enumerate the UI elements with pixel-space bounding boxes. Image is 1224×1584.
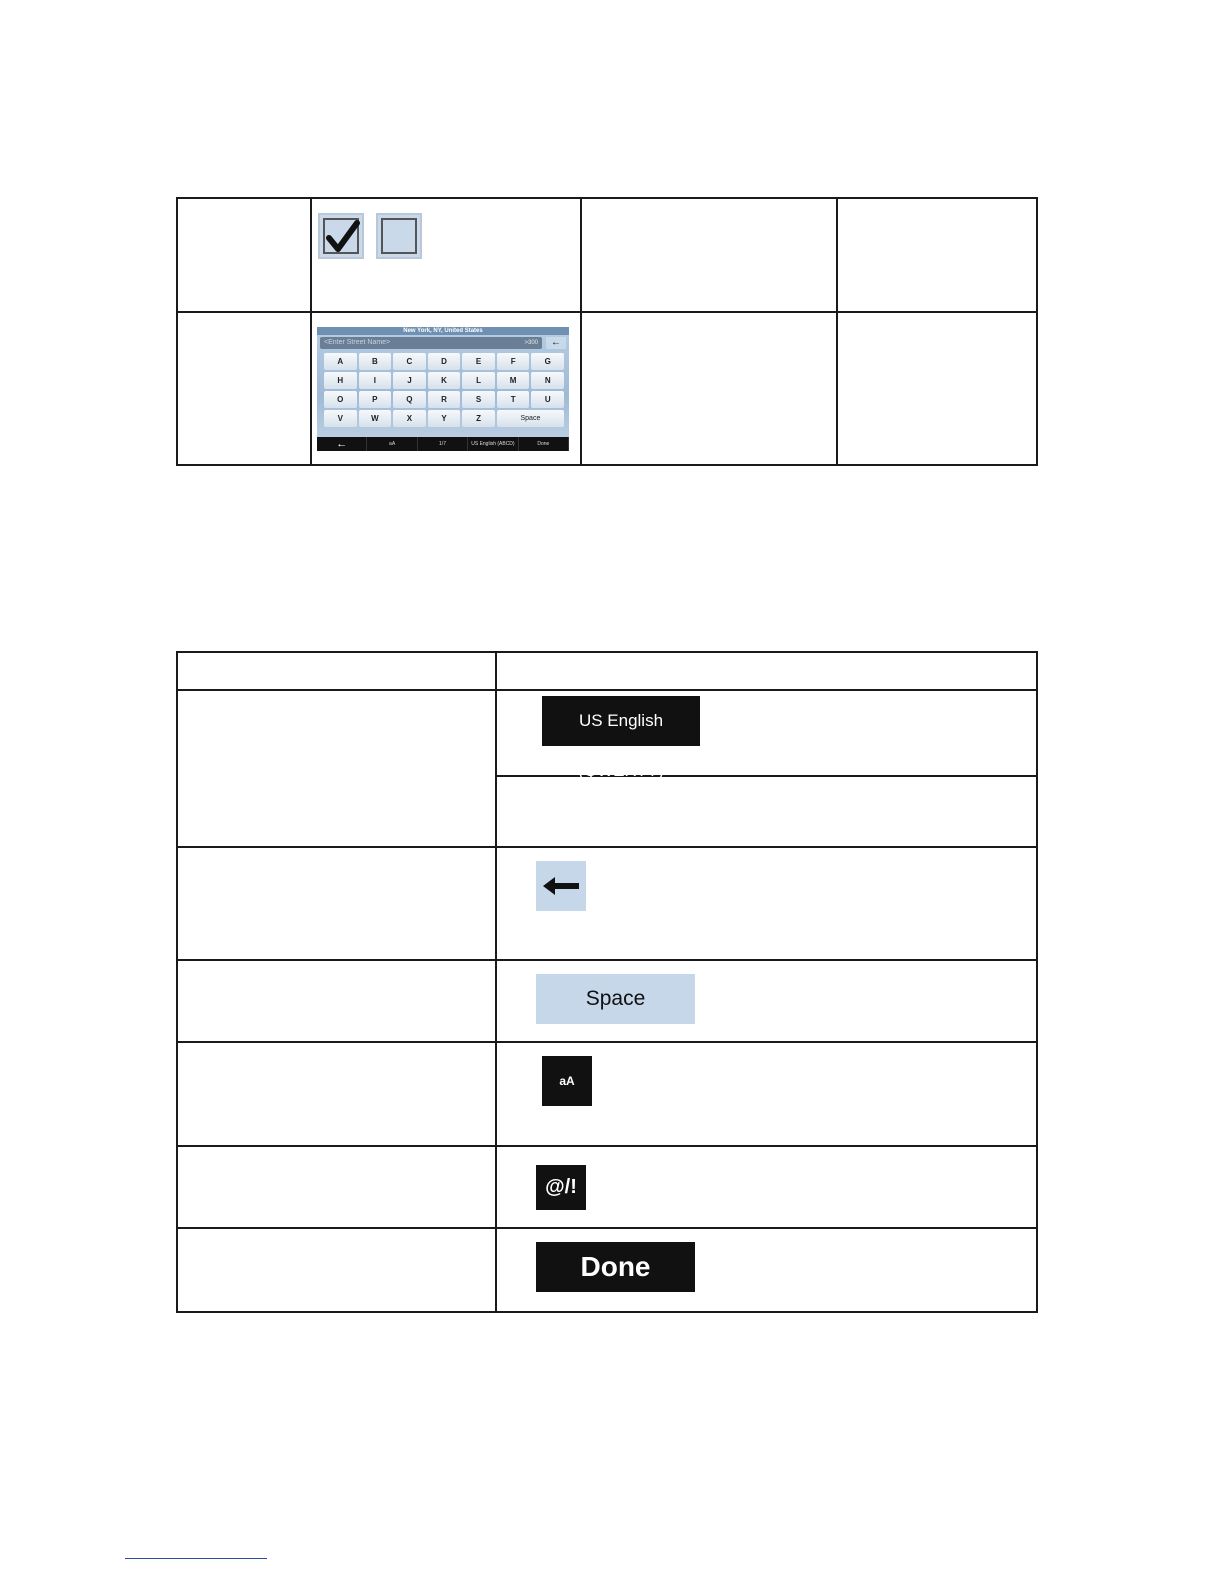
- done-key: Done: [519, 437, 569, 451]
- table-cell: [177, 1146, 496, 1228]
- done-button: Done: [536, 1242, 695, 1292]
- key: X: [393, 410, 426, 427]
- table-row: [177, 1228, 1037, 1312]
- checkbox-checked-icon: [318, 213, 364, 259]
- key: H: [324, 372, 357, 389]
- key: K: [428, 372, 461, 389]
- keyboard-location-title: New York, NY, United States: [317, 327, 569, 335]
- key: I: [359, 372, 392, 389]
- controls-table: [176, 197, 1038, 466]
- case-toggle-button: aA: [542, 1056, 592, 1106]
- key: S: [462, 391, 495, 408]
- table-cell: [177, 1228, 496, 1312]
- key: Q: [393, 391, 426, 408]
- footer-link-underline: [125, 1558, 267, 1559]
- language-key: US English (ABCD): [468, 437, 518, 451]
- keyboard-bottom-bar: [317, 437, 569, 451]
- key: N: [531, 372, 564, 389]
- back-arrow-key: ←: [317, 437, 367, 451]
- key: U: [531, 391, 564, 408]
- table-cell: [177, 960, 496, 1042]
- key: R: [428, 391, 461, 408]
- table-row: [177, 1042, 1037, 1146]
- key-grid: [324, 353, 564, 427]
- table-cell: [177, 847, 496, 960]
- case-key: aA: [367, 437, 417, 451]
- keyboard-screenshot: [317, 327, 569, 451]
- space-key: Space: [497, 410, 564, 427]
- key: E: [462, 353, 495, 370]
- key: Y: [428, 410, 461, 427]
- table-cell: [177, 1042, 496, 1146]
- language-button: US English (QWERTY): [542, 696, 700, 746]
- keyboard-image-cell: [311, 312, 581, 465]
- table-row: [177, 960, 1037, 1042]
- table-cell: [177, 198, 311, 312]
- space-button-cell: [496, 960, 1037, 1042]
- checkbox-unchecked-icon: [376, 213, 422, 259]
- table-cell: [496, 776, 1037, 847]
- case-button-cell: [496, 1042, 1037, 1146]
- street-name-input: [320, 337, 542, 349]
- symbols-button: @/!: [536, 1165, 586, 1210]
- keyboard-buttons-table: [176, 651, 1038, 1313]
- header-cell: [496, 652, 1037, 690]
- key: A: [324, 353, 357, 370]
- checkbox-images-cell: [311, 198, 581, 312]
- table-cell: [837, 198, 1037, 312]
- table-cell: [581, 312, 837, 465]
- table-row: [177, 198, 1037, 312]
- space-button: Space: [536, 974, 695, 1024]
- table-row: [177, 690, 1037, 776]
- language-button-cell: [496, 690, 1037, 780]
- key: D: [428, 353, 461, 370]
- table-row: [177, 847, 1037, 960]
- key: J: [393, 372, 426, 389]
- backspace-key: ←: [546, 337, 566, 349]
- header-row: [177, 652, 1037, 690]
- key: B: [359, 353, 392, 370]
- table-cell: [581, 198, 837, 312]
- backspace-button-cell: [496, 847, 1037, 960]
- table-cell: [837, 312, 1037, 465]
- key: M: [497, 372, 530, 389]
- symbols-button-cell: [496, 1146, 1037, 1228]
- table-cell: [177, 312, 311, 465]
- street-name-placeholder: <Enter Street Name>: [324, 339, 391, 346]
- header-cell: [177, 652, 496, 690]
- key: T: [497, 391, 530, 408]
- key: P: [359, 391, 392, 408]
- table-cell: [177, 690, 496, 847]
- key: C: [393, 353, 426, 370]
- result-count: >300: [524, 340, 538, 346]
- key: Z: [462, 410, 495, 427]
- key: V: [324, 410, 357, 427]
- table-row: [177, 312, 1037, 465]
- key: G: [531, 353, 564, 370]
- key: W: [359, 410, 392, 427]
- page-indicator: 1/7: [418, 437, 468, 451]
- backspace-arrow-icon: [536, 861, 586, 911]
- key: F: [497, 353, 530, 370]
- done-button-cell: [496, 1228, 1037, 1312]
- table-row: [177, 1146, 1037, 1228]
- key: L: [462, 372, 495, 389]
- key: O: [324, 391, 357, 408]
